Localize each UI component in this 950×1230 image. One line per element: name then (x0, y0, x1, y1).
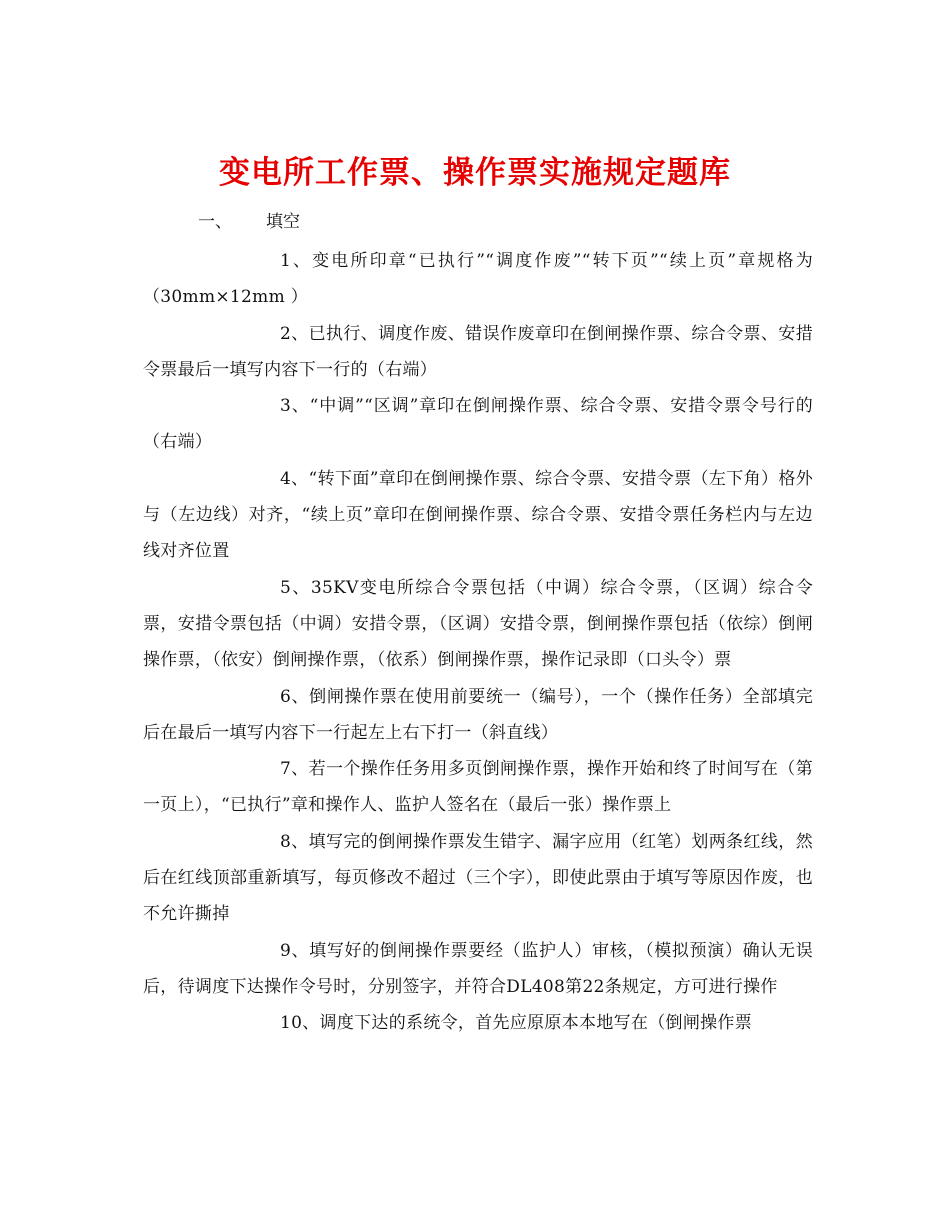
question-list (143, 243, 813, 1042)
question-6: 6、倒闸操作票在使用前要统一（编号），一个（操作任务）全部填完后在最后一填写内容下一行起左上右下打一（斜直线） (143, 686, 813, 743)
question-2: 2、已执行、调度作废、错误作废章印在倒闸操作票、综合令票、安措令票最后一填写内容下一行的（右端） (143, 323, 813, 380)
question-7: 7、若一个操作任务用多页倒闸操作票，操作开始和终了时间写在（第一页上），“已执行”章和操作人、监护人签名在（最后一张）操作票上 (143, 759, 813, 816)
question-3: 3、“中调”“区调”章印在倒闸操作票、综合令票、安措令票令号行的（右端） (143, 396, 813, 453)
question-8: 8、填写完的倒闸操作票发生错字、漏字应用（红笔）划两条红线，然后在红线顶部重新填写，每页修改不超过（三个字），即使此票由于填写等原因作废，也不允许撕掉 (143, 831, 813, 925)
document-title: 变电所工作票、操作票实施规定题库 (219, 154, 731, 191)
section-number: 一、 (198, 212, 232, 232)
section-label: 填空 (266, 212, 300, 232)
question-9: 9、填写好的倒闸操作票要经（监护人）审核，（模拟预演）确认无误后，待调度下达操作令号时，分别签字，并符合DL408第22条规定，方可进行操作 (143, 940, 813, 997)
question-4: 4、“转下面”章印在倒闸操作票、综合令票、安措令票（左下角）格外与（左边线）对齐，“续上页”章印在倒闸操作票、综合令票、安措令票任务栏内与左边线对齐位置 (143, 468, 813, 562)
question-1: 1、变电所印章“已执行”“调度作废”“转下页”“续上页”章规格为（30mm×12mm ） (143, 251, 813, 308)
question-5: 5、35KV变电所综合令票包括（中调）综合令票，（区调）综合令票，安措令票包括（中调）安措令票，（区调）安措令票，倒闸操作票包括（依综）倒闸操作票，（依安）倒闸操作票，（依系）倒闸操作票，操作记录即（口头令）票 (143, 577, 813, 671)
section-heading (198, 210, 300, 234)
question-10: 10、调度下达的系统令，首先应原原本本地写在（倒闸操作票 (280, 1013, 753, 1034)
